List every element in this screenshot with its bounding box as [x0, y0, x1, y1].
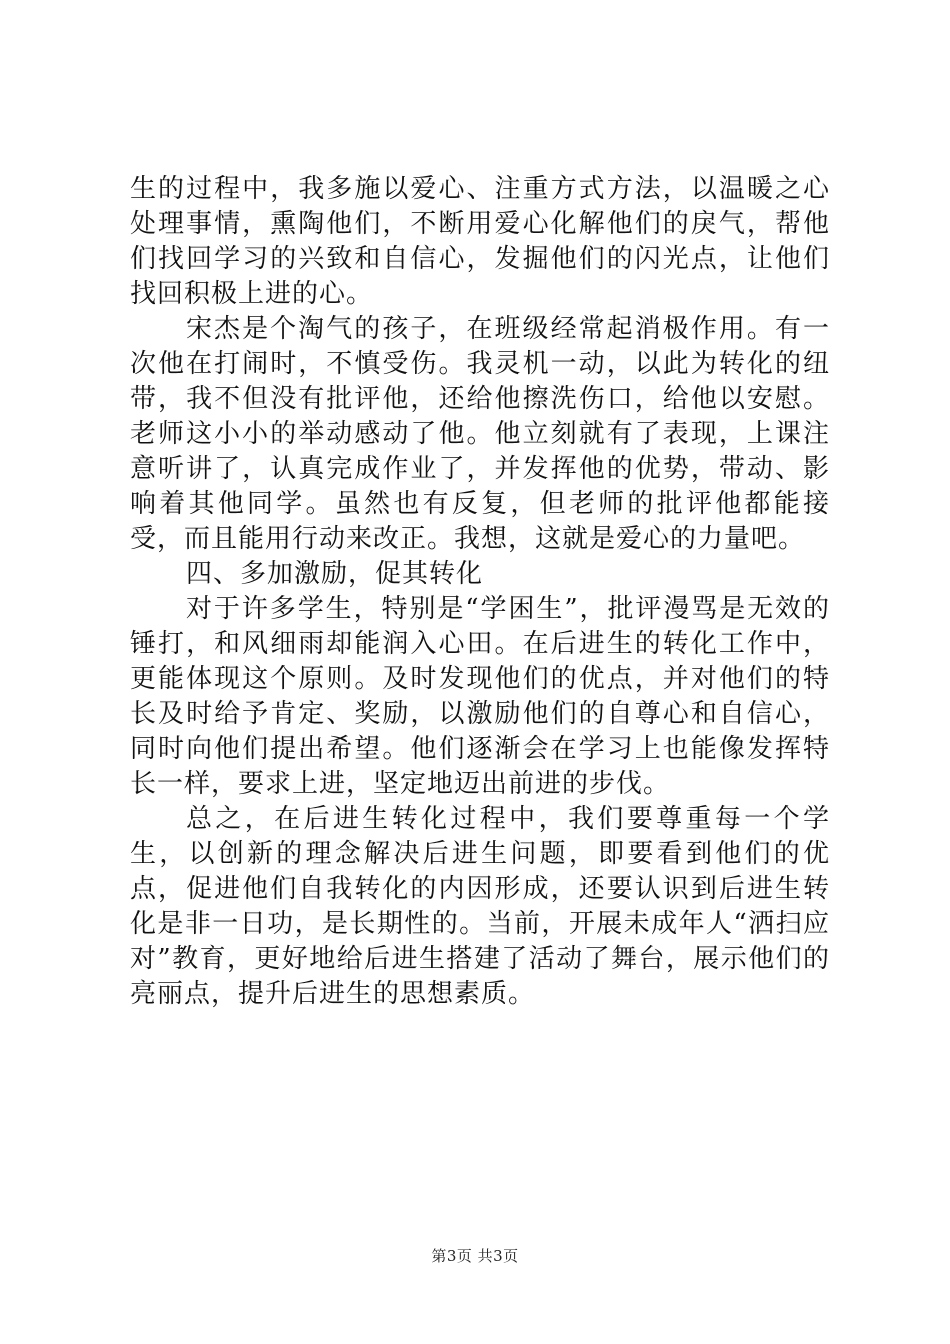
paragraph-encouragement: 对于许多学生，特别是“学困生”，批评漫骂是无效的锤打，和风细雨却能润入心田。在后进生的转化工作中，更能体现这个原则。及时发现他们的优点，并对他们的特长及时给予肯定、奖励，以激励他们的自尊心和自信心，同时向他们提出希望。他们逐渐会在学习上也能像发挥特长一样，要求上进，坚定地迈出前进的步伐。 — [130, 594, 830, 799]
paragraph-continuation: 生的过程中，我多施以爱心、注重方式方法，以温暖之心处理事情，熏陶他们，不断用爱心化解他们的戾气，帮他们找回学习的兴致和自信心，发掘他们的闪光点，让他们找回积极上进的心。 — [130, 174, 830, 309]
paragraph-song-jie: 宋杰是个淘气的孩子，在班级经常起消极作用。有一次他在打闹时，不慎受伤。我灵机一动，以此为转化的纽带，我不但没有批评他，还给他擦洗伤口，给他以安慰。老师这小小的举动感动了他。他立刻就有了表现，上课注意听讲了，认真完成作业了，并发挥他的优势，带动、影响着其他同学。虽然也有反复，但老师的批评他都能接受，而且能用行动来改正。我想，这就是爱心的力量吧。 — [130, 314, 830, 554]
section-heading-encouragement: 四、多加激励，促其转化 — [186, 559, 484, 589]
page-number-footer: 第3页 共3页 — [431, 1247, 519, 1265]
document-body — [130, 172, 830, 1012]
paragraph-conclusion: 总之，在后进生转化过程中，我们要尊重每一个学生，以创新的理念解决后进生问题，即要看到他们的优点，促进他们自我转化的内因形成，还要认识到后进生转化是非一日功，是长期性的。当前，开展未成年人“洒扫应对”教育，更好地给后进生搭建了活动了舞台，展示他们的亮丽点，提升后进生的思想素质。 — [130, 804, 830, 1009]
